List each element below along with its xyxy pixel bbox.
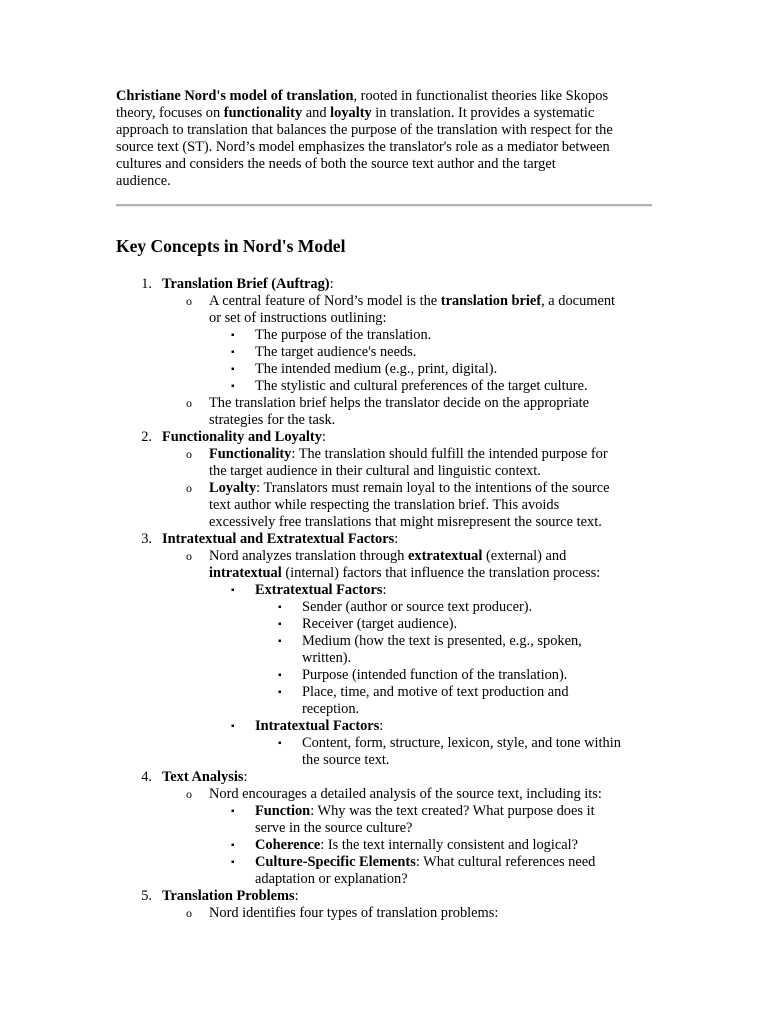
loyalty-line-3: excessively free translations that might misrepresent the source text. xyxy=(209,514,602,530)
text-analysis-intro: Nord encourages a detailed analysis of the source text, including its: xyxy=(209,786,602,802)
functionality-line-1: Functionality: The translation should fulfill the intended purpose for xyxy=(209,446,608,462)
circle-bullet: o xyxy=(186,396,192,410)
extratextual-medium-line-2: written). xyxy=(302,650,352,666)
extratextual-medium-line-1: Medium (how the text is presented, e.g., spoken, xyxy=(302,633,582,649)
circle-bullet: o xyxy=(186,294,192,308)
item-number-5: 5. xyxy=(141,888,152,904)
brief-item-style: The stylistic and cultural preferences of the target culture. xyxy=(255,378,588,394)
problems-intro: Nord identifies four types of translation problems: xyxy=(209,905,499,921)
intratextual-content-line-1: Content, form, structure, lexicon, style, and tone within xyxy=(302,735,621,751)
circle-bullet: o xyxy=(186,447,192,461)
item-number-2: 2. xyxy=(141,429,152,445)
intro-line-6: audience. xyxy=(116,173,171,189)
square-bullet: ▪ xyxy=(231,347,235,358)
item-title-5: Translation Problems: xyxy=(162,888,299,904)
square-bullet: ▪ xyxy=(278,619,282,630)
loyalty-line-1: Loyalty: Translators must remain loyal to the intentions of the source xyxy=(209,480,610,496)
square-bullet: ▪ xyxy=(231,806,235,817)
analysis-function-line-1: Function: Why was the text created? What purpose does it xyxy=(255,803,595,819)
brief-item-medium: The intended medium (e.g., print, digital). xyxy=(255,361,498,377)
extratextual-purpose: Purpose (intended function of the translation). xyxy=(302,667,568,683)
item-title-1: Translation Brief (Auftrag): xyxy=(162,276,334,292)
square-bullet: ▪ xyxy=(231,381,235,392)
circle-bullet: o xyxy=(186,906,192,920)
intro-line-5: cultures and considers the needs of both the source text author and the target xyxy=(116,156,556,172)
extratextual-heading: Extratextual Factors: xyxy=(255,582,387,598)
item-number-3: 3. xyxy=(141,531,152,547)
brief-item-purpose: The purpose of the translation. xyxy=(255,327,432,343)
square-bullet: ▪ xyxy=(278,687,282,698)
square-bullet: ▪ xyxy=(278,636,282,647)
analysis-coherence: Coherence: Is the text internally consistent and logical? xyxy=(255,837,579,853)
brief-help-line-1: The translation brief helps the translator decide on the appropriate xyxy=(209,395,590,411)
analysis-culture-line-2: adaptation or explanation? xyxy=(255,871,408,887)
item-title-4: Text Analysis: xyxy=(162,769,248,785)
item-title-2: Functionality and Loyalty: xyxy=(162,429,326,445)
intro-line-3: approach to translation that balances the purpose of the translation with respect for the xyxy=(116,122,613,138)
intro-line-4: source text (ST). Nord’s model emphasizes the translator's role as a mediator between xyxy=(116,139,610,155)
circle-bullet: o xyxy=(186,481,192,495)
extratextual-place-line-2: reception. xyxy=(302,701,360,717)
extratextual-place-line-1: Place, time, and motive of text production and xyxy=(302,684,569,700)
circle-bullet: o xyxy=(186,787,192,801)
horizontal-rule xyxy=(116,204,652,207)
square-bullet: ▪ xyxy=(278,670,282,681)
item-title-3: Intratextual and Extratextual Factors: xyxy=(162,531,399,547)
square-bullet: ▪ xyxy=(231,721,235,732)
extratextual-receiver: Receiver (target audience). xyxy=(302,616,458,632)
functionality-line-2: the target audience in their cultural and linguistic context. xyxy=(209,463,541,479)
square-bullet: ▪ xyxy=(231,840,235,851)
item-number-4: 4. xyxy=(141,769,152,785)
square-bullet: ▪ xyxy=(278,602,282,613)
square-bullet: ▪ xyxy=(231,364,235,375)
intratextual-heading: Intratextual Factors: xyxy=(255,718,384,734)
intratextual-content-line-2: the source text. xyxy=(302,752,390,768)
circle-bullet: o xyxy=(186,549,192,563)
brief-help-line-2: strategies for the task. xyxy=(209,412,336,428)
analysis-culture-line-1: Culture-Specific Elements: What cultural references need xyxy=(255,854,596,870)
section-heading: Key Concepts in Nord's Model xyxy=(116,236,346,256)
square-bullet: ▪ xyxy=(278,738,282,749)
item-number-1: 1. xyxy=(141,276,152,292)
analysis-function-line-2: serve in the source culture? xyxy=(255,820,413,836)
brief-item-audience: The target audience's needs. xyxy=(255,344,417,360)
intro-line-2: theory, focuses on functionality and loyalty in translation. It provides a systematic xyxy=(116,105,595,121)
square-bullet: ▪ xyxy=(231,330,235,341)
square-bullet: ▪ xyxy=(231,857,235,868)
loyalty-line-2: text author while respecting the translation brief. This avoids xyxy=(209,497,560,513)
extratextual-sender: Sender (author or source text producer). xyxy=(302,599,533,615)
factors-line-1: Nord analyzes translation through extratextual (external) and xyxy=(209,548,567,564)
intro-line-1: Christiane Nord's model of translation, rooted in functionalist theories like Skopos xyxy=(116,88,609,104)
brief-line-1: A central feature of Nord’s model is the translation brief, a document xyxy=(209,293,616,309)
factors-line-2: intratextual (internal) factors that influence the translation process: xyxy=(209,565,601,581)
square-bullet: ▪ xyxy=(231,585,235,596)
brief-line-2: or set of instructions outlining: xyxy=(209,310,387,326)
